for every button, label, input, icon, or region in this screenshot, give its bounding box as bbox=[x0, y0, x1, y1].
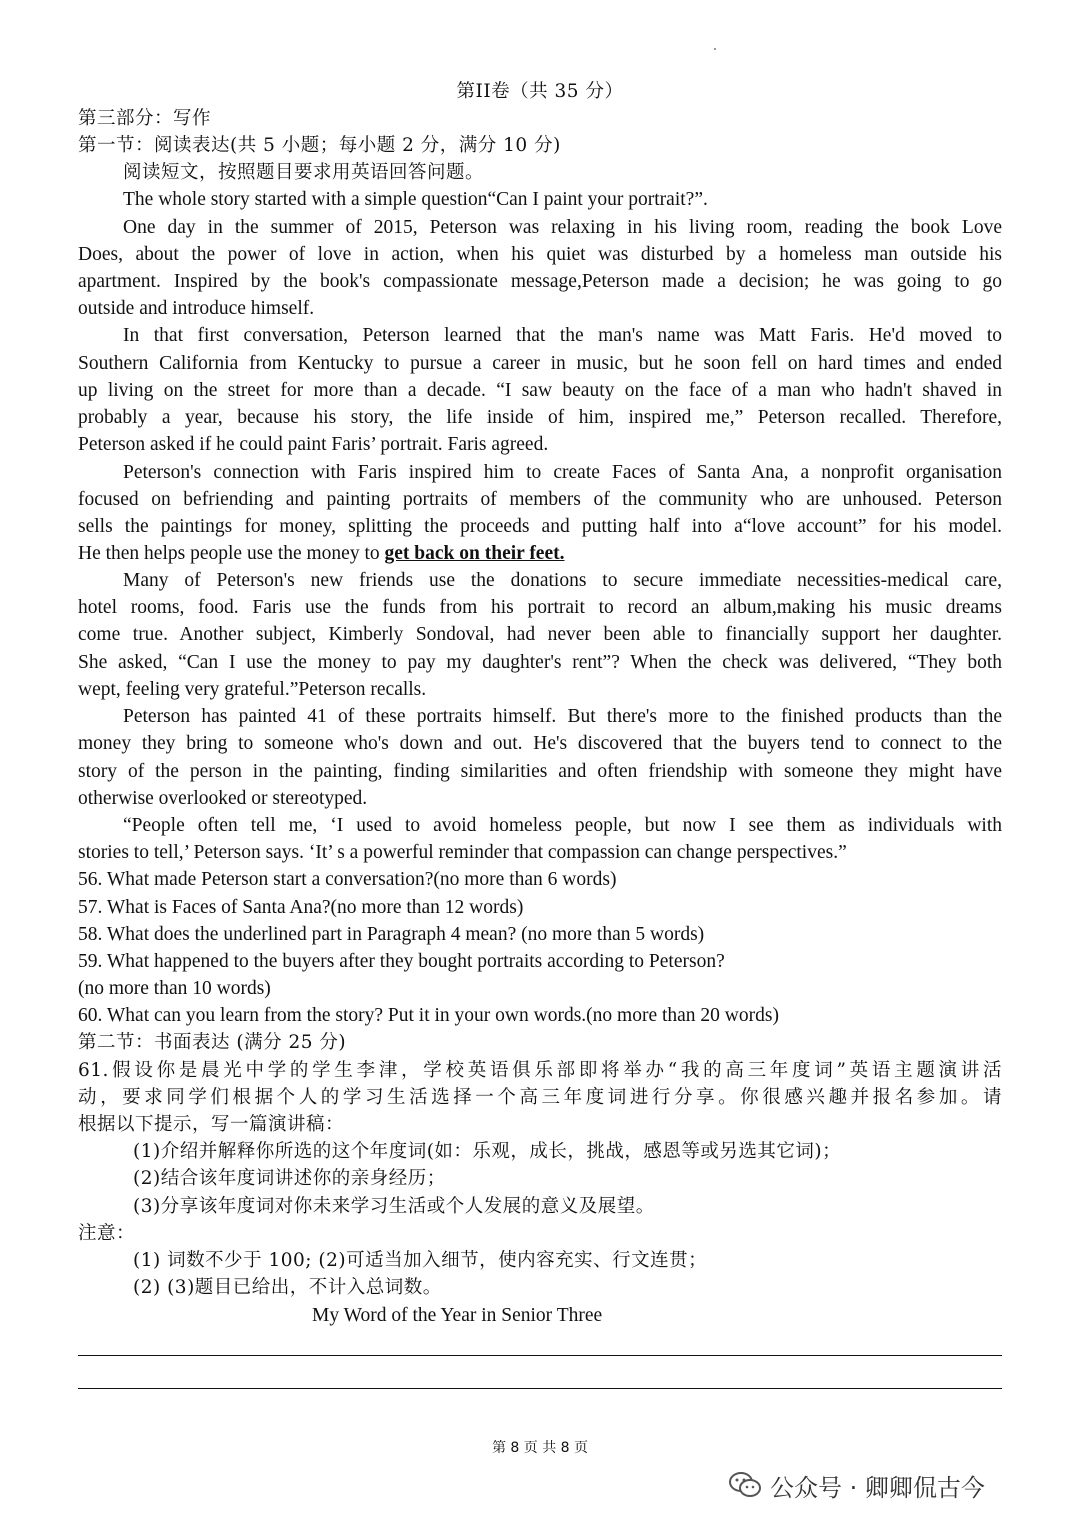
passage-line: money they bring to someone who's down and out. He's discovered that the buyers tend to connect to the bbox=[78, 733, 1002, 754]
passage-line: wept, feeling very grateful.”Peterson recalls. bbox=[78, 679, 427, 700]
watermark-text: 公众号 · 卿卿侃古今 bbox=[770, 1473, 985, 1502]
section1-heading: 第一节：阅读表达(共 5 小题；每小题 2 分，满分 10 分) bbox=[78, 135, 561, 156]
passage-line: apartment. Inspired by the book's compassionate message,Peterson made a decision; he was going to go bbox=[78, 271, 1002, 292]
passage-line: otherwise overlooked or stereotyped. bbox=[78, 788, 368, 809]
watermark bbox=[728, 1468, 985, 1502]
passage-line: She asked, “Can I use the money to pay my daughter's rent”? When the check was delivered, “They both bbox=[78, 652, 1002, 673]
instruction: 阅读短文，按照题目要求用英语回答问题。 bbox=[123, 162, 485, 183]
question-58: 58. What does the underlined part in Paragraph 4 mean? (no more than 5 words) bbox=[78, 924, 705, 945]
passage-line: Peterson's connection with Faris inspired him to create Faces of Santa Ana, a nonprofit organisation bbox=[123, 462, 1002, 483]
passage-line: come true. Another subject, Kimberly Sondoval, had never been able to financially support her daughter. bbox=[78, 624, 1002, 645]
part-heading: 第三部分：写作 bbox=[78, 108, 212, 129]
passage-line: probably a year, because his story, the life inside of him, inspired me,” Peterson recalled. Therefore, bbox=[78, 407, 1002, 428]
passage-line: Southern California from Kentucky to pursue a career in music, but he soon fell on hard times and ended bbox=[78, 353, 1002, 374]
passage-line: story of the person in the painting, finding similarities and often friendship with someone they might have bbox=[78, 761, 1002, 782]
passage-line-with-underline bbox=[78, 540, 1002, 567]
writing-prompt-line: 动，要求同学们根据个人的学习生活选择一个高三年度词进行分享。你很感兴趣并报名参加。请 bbox=[78, 1087, 1002, 1108]
question-57: 57. What is Faces of Santa Ana?(no more than 12 words) bbox=[78, 897, 524, 918]
passage-line: In that first conversation, Peterson learned that the man's name was Matt Faris. He'd moved to bbox=[123, 325, 1002, 346]
answer-line bbox=[78, 1388, 1002, 1389]
passage-line: focused on befriending and painting portraits of members of the community who are unhoused. Peterson bbox=[78, 489, 1002, 510]
passage-line: hotel rooms, food. Faris use the funds from his portrait to record an album,making his music dreams bbox=[78, 597, 1002, 618]
essay-title: My Word of the Year in Senior Three bbox=[312, 1305, 603, 1326]
page-number: 第 8 页 共 8 页 bbox=[491, 1440, 589, 1456]
passage-line: One day in the summer of 2015, Peterson was relaxing in his living room, reading the book Love bbox=[123, 217, 1002, 238]
scan-speck bbox=[714, 48, 716, 50]
note-label: 注意： bbox=[78, 1223, 136, 1244]
passage-paragraph-1: The whole story started with a simple question“Can I paint your portrait?”. bbox=[123, 189, 708, 210]
writing-point-2: (2)结合该年度词讲述你的亲身经历； bbox=[133, 1168, 446, 1189]
writing-prompt-line: 根据以下提示，写一篇演讲稿： bbox=[78, 1114, 345, 1135]
section2-heading: 第二节：书面表达 (满分 25 分) bbox=[78, 1032, 347, 1053]
passage-line: Does, about the power of love in action, when his quiet was disturbed by a homeless man outside his bbox=[78, 244, 1002, 265]
volume-title: 第II卷（共 35 分） bbox=[456, 81, 624, 102]
passage-line: Peterson asked if he could paint Faris’ portrait. Faris agreed. bbox=[78, 434, 549, 455]
note-1: (1) 词数不少于 100; (2)可适当加入细节，使内容充实、行文连贯； bbox=[133, 1250, 708, 1271]
question-59-limit: (no more than 10 words) bbox=[78, 978, 271, 999]
question-59: 59. What happened to the buyers after they bought portraits according to Peterson? bbox=[78, 951, 725, 972]
passage-line: up living on the street for more than a decade. “I saw beauty on the face of a man who hadn't shaved in bbox=[78, 380, 1002, 401]
passage-line: Peterson has painted 41 of these portraits himself. But there's more to the finished products than the bbox=[123, 706, 1002, 727]
passage-line: Many of Peterson's new friends use the donations to secure immediate necessities-medical care, bbox=[123, 570, 1002, 591]
passage-text: He then helps people use the money to bbox=[78, 543, 385, 564]
passage-line: sells the paintings for money, splitting the proceeds and putting half into a“love account” for his model. bbox=[78, 516, 1002, 537]
passage-line: “People often tell me, ‘I used to avoid homeless people, but now I see them as individuals with bbox=[123, 815, 1002, 836]
passage-line: stories to tell,’ Peterson says. ‘It’ s a powerful reminder that compassion can change perspectives.” bbox=[78, 842, 847, 863]
writing-point-3: (3)分享该年度词对你未来学习生活或个人发展的意义及展望。 bbox=[133, 1196, 655, 1217]
underlined-phrase: get back on their feet. bbox=[384, 543, 565, 564]
answer-line bbox=[78, 1355, 1002, 1356]
question-60: 60. What can you learn from the story? Put it in your own words.(no more than 20 words) bbox=[78, 1005, 779, 1026]
question-56: 56. What made Peterson start a conversation?(no more than 6 words) bbox=[78, 869, 617, 890]
note-2: (2) (3)题目已给出，不计入总词数。 bbox=[133, 1277, 442, 1298]
passage-line: outside and introduce himself. bbox=[78, 298, 315, 319]
writing-prompt-line: 61.假设你是晨光中学的学生李津，学校英语俱乐部即将举办“我的高三年度词”英语主题演讲活 bbox=[78, 1060, 1002, 1081]
writing-point-1: (1)介绍并解释你所选的这个年度词(如：乐观，成长，挑战，感恩等或另选其它词)； bbox=[133, 1141, 842, 1162]
wechat-icon bbox=[728, 1470, 762, 1500]
